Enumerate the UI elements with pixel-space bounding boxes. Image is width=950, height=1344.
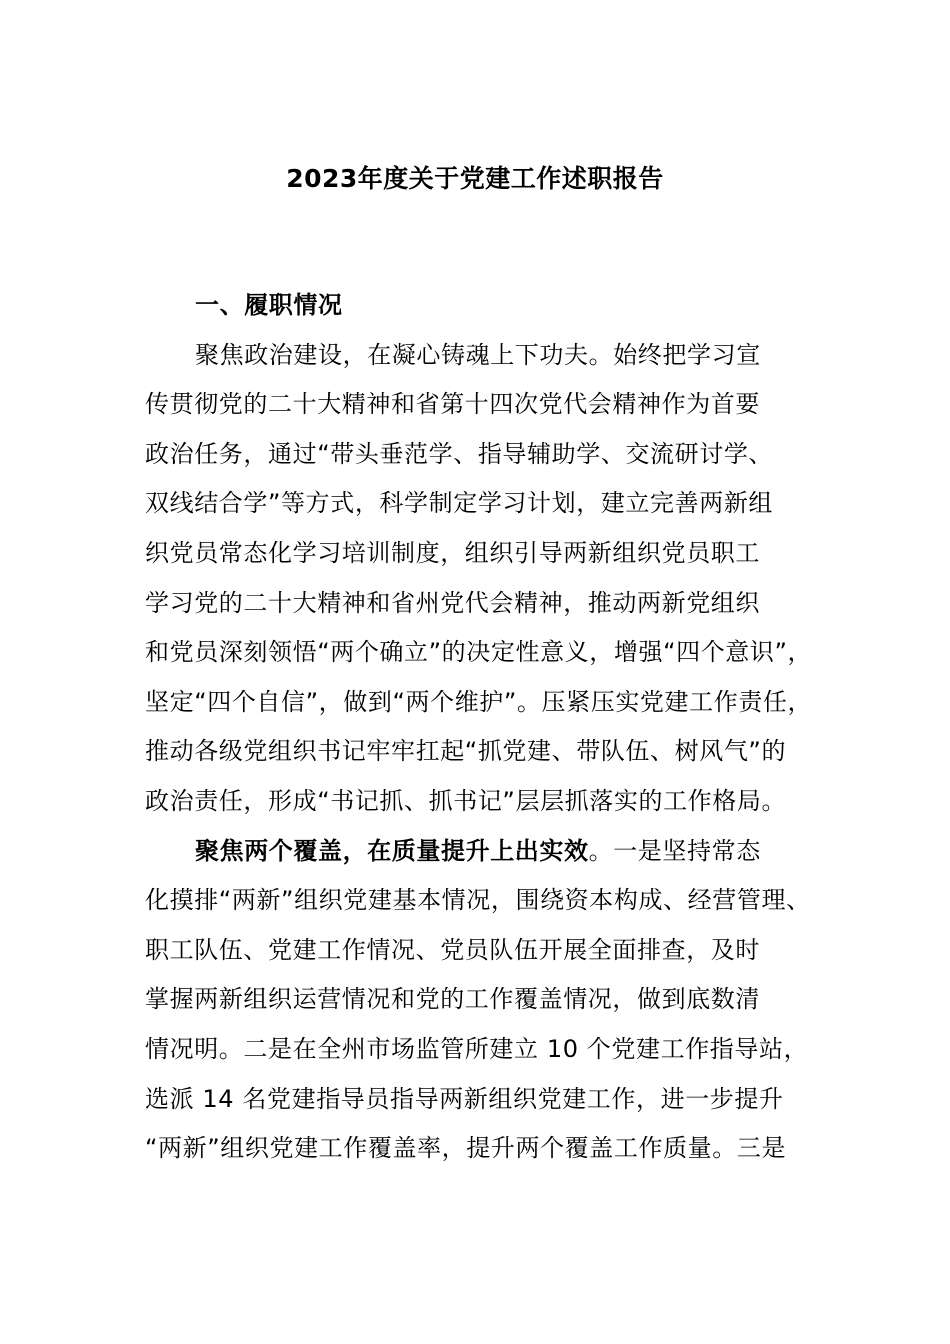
- paragraph-line: 掌握两新组织运营情况和党的工作覆盖情况，做到底数清: [145, 985, 760, 1014]
- paragraph-lead-bold: 聚焦两个覆盖，在质量提升上出实效: [195, 836, 589, 865]
- paragraph-line: [145, 827, 835, 877]
- paragraph-line: 情况明。二是在全州市场监管所建立 10 个党建工作指导站，: [145, 1034, 809, 1063]
- paragraph-line: 双线结合学”等方式，科学制定学习计划，建立完善两新组: [145, 489, 774, 518]
- document-title: 2023年度关于党建工作述职报告: [286, 164, 664, 193]
- paragraph-line: 织党员常态化学习培训制度，组织引导两新组织党员职工: [145, 538, 760, 567]
- document-body: [145, 281, 835, 1174]
- paragraph-line: “两新”组织党建工作覆盖率，提升两个覆盖工作质量。三是: [145, 1134, 787, 1163]
- paragraph-line: 学习党的二十大精神和省州党代会精神，推动两新党组织: [145, 588, 760, 617]
- paragraph-line: 选派 14 名党建指导员指导两新组织党建工作，进一步提升: [145, 1084, 784, 1113]
- paragraph-line: 化摸排“两新”组织党建基本情况，围绕资本构成、经营管理、: [145, 886, 811, 915]
- paragraph-line: 职工队伍、党建工作情况、党员队伍开展全面排查，及时: [145, 935, 760, 964]
- paragraph-line: 政治责任，形成“书记抓、抓书记”层层抓落实的工作格局。: [145, 786, 787, 815]
- paragraph-line: 传贯彻党的二十大精神和省第十四次党代会精神作为首要: [145, 390, 760, 419]
- paragraph-line: 和党员深刻领悟“两个确立”的决定性意义，增强“四个意识”，: [145, 638, 813, 667]
- section-heading: 一、履职情况: [195, 291, 343, 319]
- paragraph-line: 坚定“四个自信”，做到“两个维护”。压紧压实党建工作责任，: [145, 687, 813, 716]
- paragraph-lead-rest: 。一是坚持常态: [588, 836, 761, 865]
- paragraph-line: 政治任务，通过“带头垂范学、指导辅助学、交流研讨学、: [145, 439, 774, 468]
- paragraph-line: 推动各级党组织书记牢牢扛起“抓党建、带队伍、树风气”的: [145, 737, 787, 766]
- paragraph-line: 聚焦政治建设，在凝心铸魂上下功夫。始终把学习宣: [195, 340, 761, 369]
